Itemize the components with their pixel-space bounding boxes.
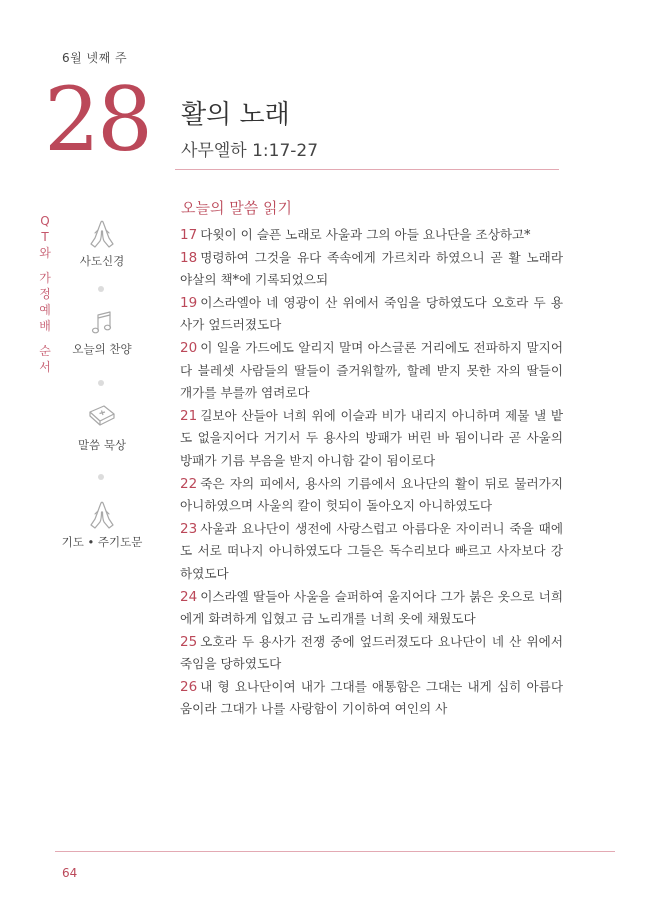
verse-text: 죽은 자의 피에서, 용사의 기름에서 요나단의 활이 뒤로 물러가지 아니하였으며 사울의 칼이 헛되이 돌아오지 아니하였도다 (180, 475, 563, 514)
verse-text: 이스라엘 딸들아 사울을 슬퍼하여 울지어다 그가 붉은 옷으로 너희에게 화려하게 입혔고 금 노리개를 너희 옷에 채웠도다 (180, 588, 563, 627)
step-label: 말씀 묵상 (77, 438, 127, 452)
verse (180, 518, 563, 586)
verse-text: 이스라엘아 네 영광이 산 위에서 죽임을 당하였도다 오호라 두 용사가 엎드러졌도다 (180, 294, 563, 333)
verse-text: 다윗이 이 슬픈 노래로 사울과 그의 아들 요나단을 조상하고* (200, 227, 531, 242)
title-divider (175, 169, 559, 170)
verse-number: 19 (180, 294, 198, 311)
step-apostles-creed (47, 218, 157, 269)
step-separator-dot (98, 380, 104, 386)
praying-hands-icon (85, 218, 119, 250)
step-separator-dot (98, 474, 104, 480)
verse (180, 676, 563, 721)
verse-number: 21 (180, 407, 198, 424)
step-label: 사도신경 (79, 254, 125, 268)
verse-number: 22 (180, 475, 198, 492)
verse (180, 292, 563, 337)
section-heading: 오늘의 말씀 읽기 (181, 199, 292, 217)
footer-divider (55, 851, 615, 852)
verse-number: 24 (180, 588, 198, 605)
verse-number: 23 (180, 520, 198, 537)
verse-text: 명령하여 그것을 유다 족속에게 가르치라 하였으니 곧 활 노래라 야살의 책*에 기록되었으되 (180, 249, 563, 288)
worship-order-vertical-label: Q T 와 가 정 예 배 순 서 (39, 214, 51, 374)
verse (180, 473, 563, 518)
verse (180, 224, 563, 247)
page-title: 활의 노래 (181, 100, 290, 130)
week-label: 6월 넷째 주 (62, 51, 128, 65)
verse-number: 25 (180, 633, 198, 650)
page-number: 64 (62, 866, 78, 880)
praying-hands-icon (85, 499, 119, 531)
step-separator-dot (98, 286, 104, 292)
step-prayer-lords-prayer (47, 499, 157, 550)
verse (180, 586, 563, 631)
step-label: 기도 • 주기도문 (61, 535, 143, 549)
verse-text: 이 일을 가드에도 알리지 말며 아스글론 거리에도 전파하지 말지어다 블레셋 사람들의 딸들이 즐거워할까, 할례 받지 못한 자의 딸들이 개가를 부를까 염려로다 (180, 339, 563, 401)
verse (180, 631, 563, 676)
step-label: 오늘의 찬양 (72, 342, 132, 356)
verse-number: 17 (180, 227, 198, 243)
verse (180, 247, 563, 292)
verse-text: 사울과 요나단이 생전에 사랑스럽고 아름다운 자이러니 죽을 때에도 서로 떠나지 아니하였도다 그들은 독수리보다 빠르고 사자보다 강하였도다 (180, 520, 563, 581)
verse-number: 20 (180, 339, 198, 356)
step-todays-hymn (47, 308, 157, 357)
verse (180, 405, 563, 473)
verse-text: 길보아 산들아 너희 위에 이슬과 비가 내리지 아니하며 제물 낼 밭도 없을지어다 거기서 두 용사의 방패가 버린 바 됨이니라 곧 사울의 방패가 기름 부음을 받지 아니함 같이 됨이로다 (180, 407, 563, 468)
verse-text: 내 형 요나단이여 내가 그대를 애통함은 그대는 내게 심히 아름다움이라 그대가 나를 사랑함이 기이하여 여인의 사 (180, 678, 563, 717)
verse-number: 26 (180, 678, 198, 695)
verse-number: 18 (180, 249, 198, 266)
music-note-icon (87, 308, 117, 338)
verse (180, 337, 563, 405)
bible-icon (85, 402, 119, 434)
day-number: 28 (44, 68, 150, 171)
scripture-reading (180, 224, 563, 721)
passage-reference: 사무엘하 1:17-27 (181, 141, 319, 161)
verse-text: 오호라 두 용사가 전쟁 중에 엎드러졌도다 요나단이 네 산 위에서 죽임을 당하였도다 (180, 633, 563, 672)
step-word-meditation (47, 402, 157, 453)
